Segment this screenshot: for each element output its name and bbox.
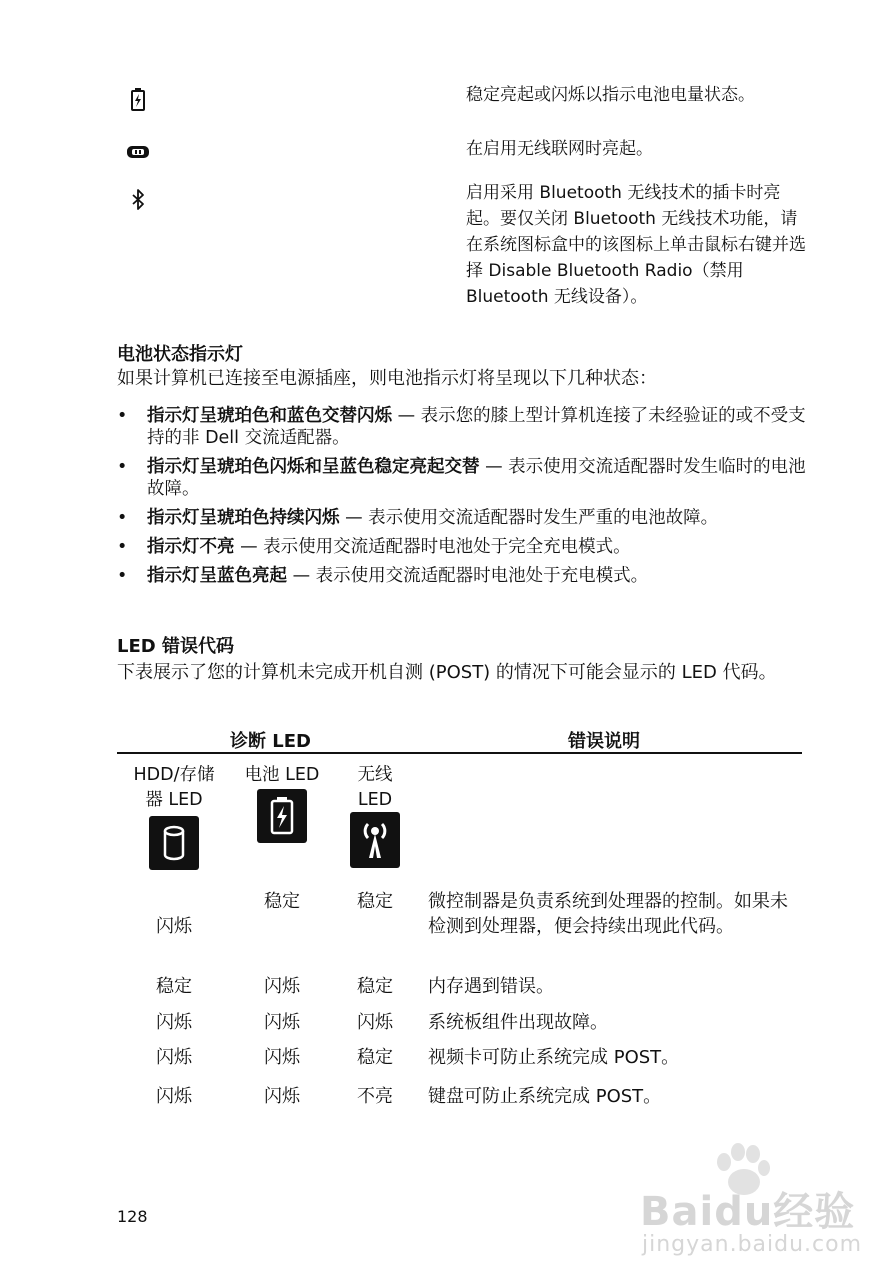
table-cell-wireless: 不亮 bbox=[357, 1086, 393, 1107]
table-cell-description: 键盘可防止系统完成 POST。 bbox=[428, 1086, 662, 1107]
table-cell-battery: 闪烁 bbox=[264, 976, 300, 997]
table-cell-hdd: 闪烁 bbox=[156, 916, 192, 937]
page-number: 128 bbox=[117, 1207, 148, 1226]
table-cell-description: 微控制器是负责系统到处理器的控制。如果未检测到处理器，便会持续出现此代码。 bbox=[428, 891, 788, 937]
table-cell-battery: 闪烁 bbox=[264, 1086, 300, 1107]
table-cell-wireless: 稳定 bbox=[357, 1047, 393, 1068]
table-cell-wireless: 稳定 bbox=[357, 976, 393, 997]
hdd-led-icon bbox=[149, 816, 199, 870]
watermark-url: jingyan.baidu.com bbox=[642, 1232, 863, 1257]
battery-status-text: 稳定亮起或闪烁以指示电池电量状态。 bbox=[466, 85, 755, 105]
list-item: • 指示灯呈琥珀色和蓝色交替闪烁 — 表示您的膝上型计算机连接了未经验证的或不受支持的非 Dell 交流适配器。 bbox=[117, 406, 806, 448]
table-cell-wireless: 稳定 bbox=[357, 891, 393, 912]
led-section-title: LED 错误代码 bbox=[117, 636, 234, 657]
baidu-watermark bbox=[640, 1140, 880, 1270]
col-wireless-led: 无线 LED bbox=[357, 765, 393, 810]
list-item: • 指示灯呈琥珀色持续闪烁 — 表示使用交流适配器时发生严重的电池故障。 bbox=[117, 508, 719, 528]
table-cell-description: 视频卡可防止系统完成 POST。 bbox=[428, 1047, 680, 1068]
bluetooth-icon bbox=[124, 186, 152, 214]
wifi-icon bbox=[124, 138, 152, 166]
table-cell-description: 系统板组件出现故障。 bbox=[428, 1012, 608, 1033]
table-cell-description: 内存遇到错误。 bbox=[428, 976, 554, 997]
watermark-brand: Baidu经验 bbox=[640, 1189, 856, 1235]
battery-state-list bbox=[117, 405, 807, 594]
table-cell-hdd: 闪烁 bbox=[156, 1012, 192, 1033]
col-battery-led: 电池 LED bbox=[244, 765, 320, 785]
bluetooth-status-text: 启用采用 Bluetooth 无线技术的插卡时亮起。要仅关闭 Bluetooth 无线技术功能，请在系统图标盒中的该图标上单击鼠标右键并选择 Disable Bluetooth Radio（禁用 Bluetooth 无线设备）。 bbox=[466, 183, 806, 307]
battery-section-title: 电池状态指示灯 bbox=[117, 344, 243, 365]
table-cell-hdd: 闪烁 bbox=[156, 1086, 192, 1107]
table-cell-wireless: 闪烁 bbox=[357, 1012, 393, 1033]
table-cell-battery: 闪烁 bbox=[264, 1047, 300, 1068]
list-item: • 指示灯呈蓝色亮起 — 表示使用交流适配器时电池处于充电模式。 bbox=[117, 566, 649, 586]
table-cell-hdd: 闪烁 bbox=[156, 1047, 192, 1068]
table-header-rule bbox=[117, 752, 802, 754]
table-header-error-description: 错误说明 bbox=[568, 731, 640, 752]
table-cell-battery: 稳定 bbox=[264, 891, 300, 912]
table-cell-hdd: 稳定 bbox=[156, 976, 192, 997]
wifi-status-text: 在启用无线联网时亮起。 bbox=[466, 139, 653, 159]
led-section-intro: 下表展示了您的计算机未完成开机自测 (POST) 的情况下可能会显示的 LED 代码。 bbox=[117, 662, 777, 683]
list-item: • 指示灯呈琥珀色闪烁和呈蓝色稳定亮起交替 — 表示使用交流适配器时发生临时的电池故障。 bbox=[117, 457, 806, 499]
table-cell-battery: 闪烁 bbox=[264, 1012, 300, 1033]
table-header-diagnostic-led: 诊断 LED bbox=[230, 731, 311, 752]
col-hdd-storage-led: HDD/存储 器 LED bbox=[133, 765, 215, 810]
list-item: • 指示灯不亮 — 表示使用交流适配器时电池处于完全充电模式。 bbox=[117, 537, 631, 557]
battery-icon bbox=[124, 86, 152, 114]
battery-led-icon bbox=[257, 789, 307, 843]
battery-section-intro: 如果计算机已连接至电源插座，则电池指示灯将呈现以下几种状态： bbox=[117, 368, 657, 389]
wireless-led-icon bbox=[350, 812, 400, 868]
